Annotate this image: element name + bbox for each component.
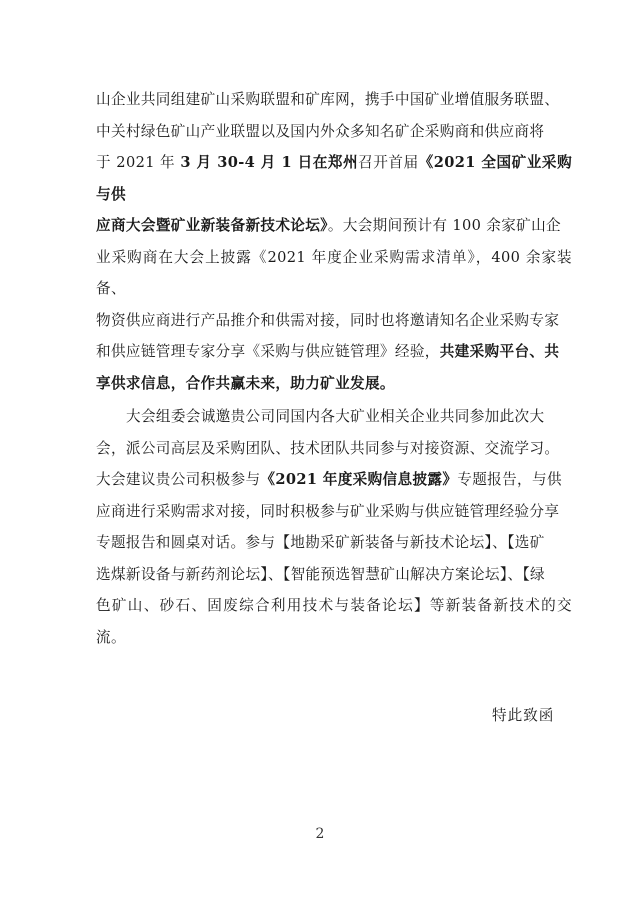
- text-line-content: 会，派公司高层及采购团队、技术团队共同参与对接资源、交流学习。: [96, 439, 560, 457]
- text-line: [96, 84, 572, 116]
- text-line-content: 选煤新设备与新药剂论坛】、【智能预选智慧矿山解决方案论坛】、【绿: [96, 565, 546, 583]
- event-title-part-1: 《2021 全国矿业采购与供: [96, 154, 573, 203]
- text-line-content: 大会建议贵公司积极参与: [96, 471, 261, 488]
- text-line: [96, 242, 572, 305]
- event-date-location: 3 月 30-4 月 1 日在郑州: [180, 154, 359, 171]
- text-line: [96, 464, 572, 496]
- text-line: [96, 210, 572, 242]
- text-line-content: 于 2021 年: [96, 154, 181, 171]
- page-number: 2: [315, 826, 325, 842]
- text-line: [96, 433, 572, 465]
- text-line: [96, 147, 572, 210]
- text-line-content: 中关村绿色矿山产业联盟以及国内外众多知名矿企采购商和供应商将: [96, 122, 545, 140]
- text-line-content: 专题报告，与供: [457, 471, 562, 488]
- highlight-slogan-part-1: 共建采购平台、共: [439, 343, 560, 360]
- text-line-content: 。大会期间预计有 100 余家矿山企: [327, 217, 561, 234]
- text-line-content: 物资供应商进行产品推介和供需对接，同时也将邀请知名企业采购专家: [96, 311, 560, 329]
- text-line-content: 业采购商在大会上披露《2021 年度企业采购需求清单》，400 余家装备、: [96, 248, 572, 297]
- text-line: [96, 527, 572, 559]
- text-line: [96, 559, 572, 591]
- highlight-slogan-part-2: 享供求信息，合作共赢未来，助力矿业发展。: [96, 374, 395, 392]
- text-line: [96, 336, 572, 368]
- text-line-content: 应商进行采购需求对接，同时积极参与矿业采购与供应链管理经验分享: [96, 502, 560, 520]
- text-line: [96, 401, 572, 433]
- text-line: [96, 590, 572, 653]
- body-paragraph-1: [96, 84, 572, 399]
- text-line-content: 和供应链管理专家分享《采购与供应链管理》经验，: [96, 343, 440, 360]
- body-paragraph-2: [96, 401, 572, 653]
- text-line-content: 召开首届: [358, 154, 419, 171]
- text-line: [96, 496, 572, 528]
- closing-remark: 特此致函: [492, 707, 555, 724]
- text-line: [96, 305, 572, 337]
- text-line: [96, 116, 572, 148]
- text-line-content: 色矿山、砂石、固废综合利用技术与装备论坛】等新装备新技术的交流。: [96, 597, 572, 646]
- text-line: [96, 368, 572, 400]
- text-line-content: 大会组委会诚邀贵公司同国内各大矿业相关企业共同参加此次大: [126, 408, 545, 425]
- text-line-content: 专题报告和圆桌对话。参与【地勘采矿新装备与新技术论坛】、【选矿: [96, 534, 545, 551]
- report-title: 《2021 年度采购信息披露》: [260, 471, 458, 488]
- event-title-part-2: 应商大会暨矿业新装备新技术论坛》: [96, 217, 328, 234]
- text-line-content: 山企业共同组建矿山采购联盟和矿库网，携手中国矿业增值服务联盟、: [96, 91, 560, 108]
